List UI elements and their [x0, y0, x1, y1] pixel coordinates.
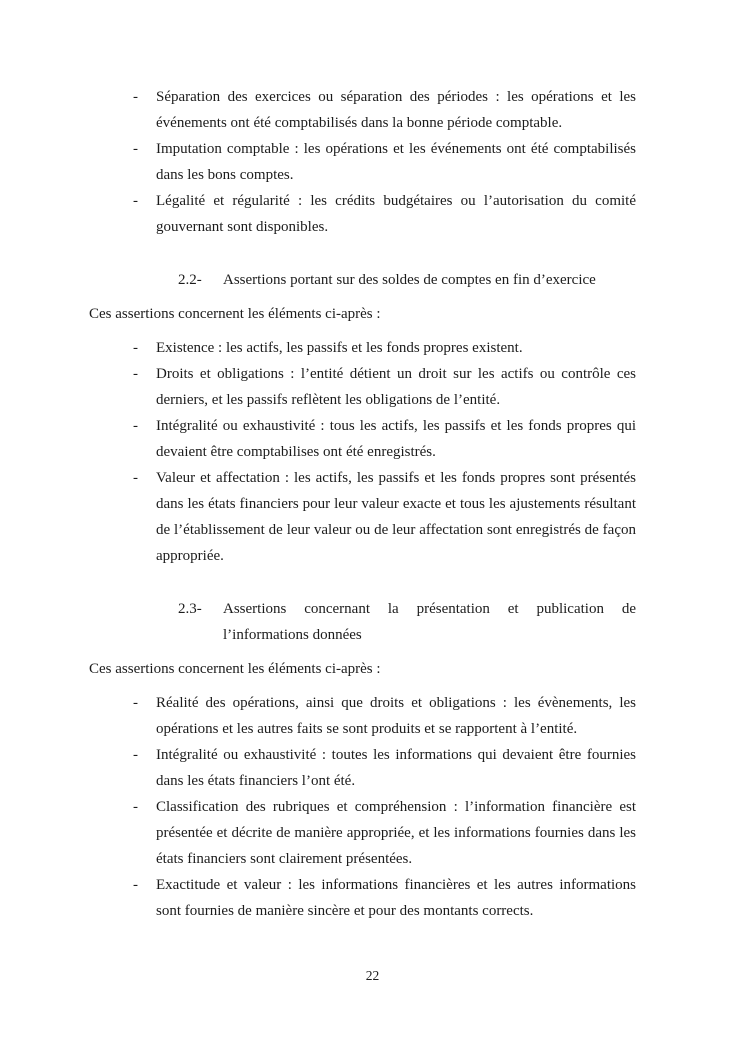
list-item: - Intégralité ou exhaustivité : toutes les informations qui devaient être fournies dans les états financiers l’ont été.: [89, 742, 636, 794]
section-title: Assertions concernant la présentation et publication de l’informations données: [223, 601, 636, 643]
section-title: Assertions portant sur des soldes de comptes en fin d’exercice: [223, 272, 596, 288]
list-item: - Légalité et régularité : les crédits budgétaires ou l’autorisation du comité gouvernant sont disponibles.: [89, 188, 636, 240]
list-item: - Exactitude et valeur : les informations financières et les autres informations sont fournies de manière sincère et pour des montants corrects.: [89, 872, 636, 924]
assertions-balances-list: [89, 335, 636, 569]
assertions-presentation-list: [89, 690, 636, 924]
page-number: 22: [365, 968, 380, 983]
section-2-3-lead: Ces assertions concernent les éléments ci-après :: [89, 661, 381, 677]
section-number: 2.3-: [178, 601, 202, 617]
list-item: - Droits et obligations : l’entité détient un droit sur les actifs ou contrôle ces derniers, et les passifs reflètent les obligations de l’entité.: [89, 361, 636, 413]
section-heading-2-2: [89, 267, 636, 293]
page-content: [89, 84, 636, 924]
section-2-2-lead: Ces assertions concernent les éléments ci-après :: [89, 306, 381, 322]
list-item: - Imputation comptable : les opérations et les événements ont été comptabilisés dans les bons comptes.: [89, 136, 636, 188]
list-item: - Existence : les actifs, les passifs et les fonds propres existent.: [89, 335, 636, 361]
list-item: - Valeur et affectation : les actifs, les passifs et les fonds propres sont présentés dans les états financiers pour leur valeur exacte et tous les ajustements résultant de l’établissement de leur valeur ou de leur affectation sont enregistrés de façon appropriée.: [89, 465, 636, 569]
section-number: 2.2-: [178, 272, 202, 288]
list-item: - Intégralité ou exhaustivité : tous les actifs, les passifs et les fonds propres qui devaient être comptabilises ont été enregistrés.: [89, 413, 636, 465]
list-item: - Réalité des opérations, ainsi que droits et obligations : les évènements, les opérations et les autres faits se sont produits et se rapportent à l’entité.: [89, 690, 636, 742]
assertions-transactions-list: [89, 84, 636, 240]
list-item: - Séparation des exercices ou séparation des périodes : les opérations et les événements ont été comptabilisés dans la bonne période comptable.: [89, 84, 636, 136]
list-item: - Classification des rubriques et compréhension : l’information financière est présentée et décrite de manière appropriée, et les informations fournies dans les états financiers sont clairement présentées.: [89, 794, 636, 872]
section-heading-2-3: [89, 596, 636, 648]
